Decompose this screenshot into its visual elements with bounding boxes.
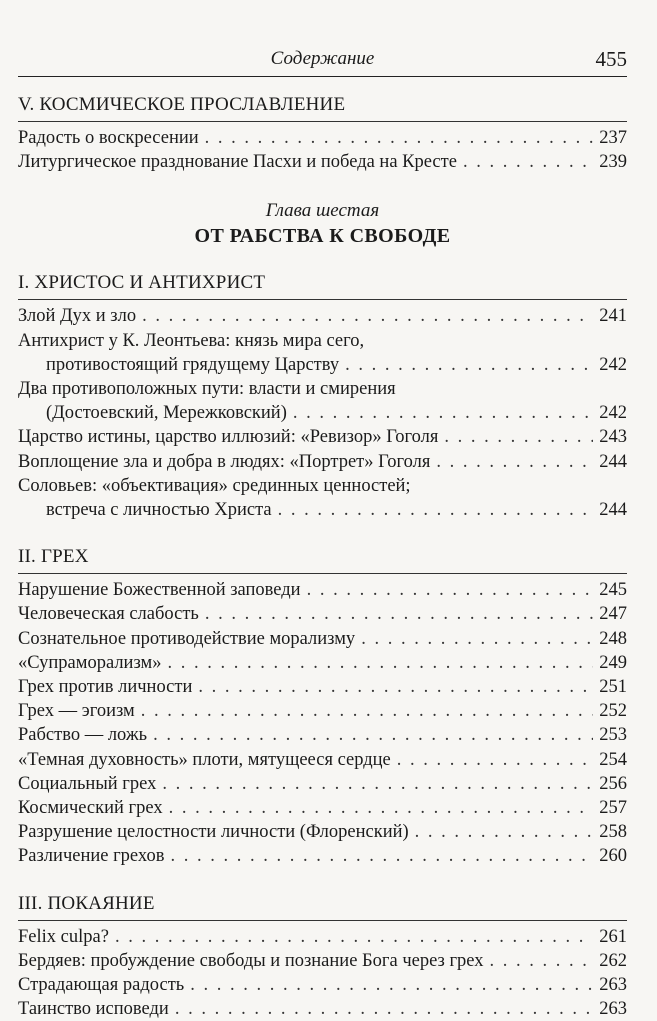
entry-page: 260 (599, 846, 627, 867)
toc-entry (18, 126, 627, 150)
entry-page: 243 (599, 427, 627, 448)
entry-page: 247 (599, 604, 627, 625)
toc-entry (18, 949, 627, 973)
entry-title: Сознательное противодействие морализму (18, 628, 356, 649)
dot-leader (490, 949, 594, 973)
dot-leader (153, 723, 593, 747)
chapter-title: ОТ РАБСТВА К СВОБОДЕ (194, 225, 451, 248)
toc-entry (18, 450, 627, 474)
section-heading: V. КОСМИЧЕСКОЕ ПРОСЛАВЛЕНИЕ (18, 94, 346, 115)
dot-leader (142, 304, 593, 328)
toc-entry (18, 820, 627, 844)
dot-leader (141, 699, 594, 723)
dot-leader (415, 820, 594, 844)
toc-entry (18, 997, 627, 1021)
entry-page: 237 (599, 128, 627, 148)
dot-leader (463, 150, 593, 174)
toc-entry (18, 377, 627, 425)
toc-entry (18, 796, 627, 820)
toc-entry (18, 973, 627, 997)
entry-title: Царство истины, царство иллюзий: «Ревизор» Гоголя (18, 427, 439, 448)
dot-leader (444, 425, 593, 449)
toc-entry (18, 150, 627, 174)
section-heading: I. ХРИСТОС И АНТИХРИСТ (18, 272, 266, 294)
entry-title: Разрушение целостности личности (Флоренский) (18, 822, 409, 843)
entry-page: 241 (599, 306, 627, 327)
toc-entry (18, 627, 627, 651)
page-header (18, 42, 627, 77)
entry-page: 248 (599, 628, 627, 649)
toc-entry (18, 675, 627, 699)
section-rule (18, 920, 627, 921)
dot-leader (397, 748, 593, 772)
dot-leader (162, 772, 593, 796)
toc-entry (18, 602, 627, 626)
entry-title-line1: Соловьев: «объективация» срединных ценностей; (18, 475, 411, 496)
section-rule (18, 573, 627, 574)
toc-entry (18, 425, 627, 449)
toc-entry (18, 651, 627, 675)
dot-leader (198, 675, 593, 699)
chapter-label: Глава шестая (265, 200, 380, 222)
running-title: Содержание (270, 48, 375, 69)
entry-page: 253 (599, 725, 627, 746)
section-heading: III. ПОКАЯНИЕ (18, 892, 155, 914)
dot-leader (278, 498, 594, 522)
entry-title-line2: противостоящий грядущему Царству (46, 354, 340, 375)
dot-leader (205, 126, 594, 150)
entry-page: 257 (599, 798, 627, 819)
dot-leader (345, 353, 593, 377)
toc-entry (18, 304, 627, 328)
table-of-contents (18, 92, 627, 1021)
dot-leader (293, 401, 593, 425)
toc-entry (18, 772, 627, 796)
dot-leader (169, 796, 594, 820)
toc-entry (18, 474, 627, 522)
entry-title: Грех против личности (18, 677, 193, 698)
toc-entry (18, 925, 627, 949)
entry-title: Felix culpa? (18, 926, 109, 947)
toc-entry (18, 329, 627, 377)
dot-leader (307, 578, 594, 602)
toc-entry (18, 578, 627, 602)
entry-page: 249 (599, 652, 627, 673)
toc-entry (18, 844, 627, 868)
entry-title: Грех — эгоизм (18, 701, 135, 722)
entry-title: Литургическое празднование Пасхи и победа на Кресте (18, 152, 457, 173)
entry-page: 244 (599, 500, 627, 521)
entry-title: Бердяев: пробуждение свободы и познание Бога через грех (18, 950, 484, 971)
section-rule (18, 299, 627, 300)
entry-title-line1: Два противоположных пути: власти и смирения (18, 379, 396, 400)
dot-leader (436, 450, 593, 474)
entry-title: Человеческая слабость (18, 604, 199, 625)
entry-title: Космический грех (18, 798, 163, 819)
entry-page: 239 (599, 152, 627, 173)
dot-leader (190, 973, 593, 997)
section-heading: II. ГРЕХ (18, 546, 89, 568)
entry-page: 262 (599, 950, 627, 971)
entry-title: Страдающая радость (18, 975, 185, 996)
entry-title: Радость о воскресении (18, 128, 199, 148)
entry-page: 263 (599, 975, 627, 996)
entry-title-line2: (Достоевский, Мережковский) (46, 403, 287, 424)
section-rule (18, 121, 627, 122)
entry-title: Рабство — ложь (18, 725, 148, 746)
entry-page: 256 (599, 773, 627, 794)
entry-title: «Супраморализм» (18, 652, 162, 673)
entry-title: «Темная духовность» плоти, мятущееся сердце (18, 749, 391, 770)
entry-page: 254 (599, 749, 627, 770)
dot-leader (361, 627, 593, 651)
entry-page: 258 (599, 822, 627, 843)
entry-title: Воплощение зла и добра в людях: «Портрет» Гоголя (18, 451, 431, 472)
entry-page: 263 (599, 999, 627, 1020)
entry-page: 245 (599, 580, 627, 601)
entry-title-line1: Антихрист у К. Леонтьева: князь мира сего, (18, 330, 365, 351)
entry-title: Злой Дух и зло (18, 306, 137, 327)
entry-page: 261 (599, 926, 627, 947)
toc-entry (18, 748, 627, 772)
entry-page: 252 (599, 701, 627, 722)
dot-leader (167, 651, 593, 675)
entry-title: Нарушение Божественной заповеди (18, 580, 301, 601)
entry-page: 251 (599, 677, 627, 698)
entry-title: Социальный грех (18, 773, 157, 794)
dot-leader (205, 602, 593, 626)
toc-entry (18, 699, 627, 723)
entry-page: 244 (599, 451, 627, 472)
entry-title: Различение грехов (18, 846, 165, 867)
entry-page: 242 (599, 403, 627, 424)
dot-leader (115, 925, 593, 949)
entry-title-line2: встреча с личностью Христа (46, 500, 272, 521)
entry-page: 242 (599, 354, 627, 375)
page-number: 455 (595, 47, 627, 71)
dot-leader (175, 997, 593, 1021)
entry-title: Таинство исповеди (18, 999, 169, 1020)
dot-leader (170, 844, 593, 868)
toc-entry (18, 723, 627, 747)
